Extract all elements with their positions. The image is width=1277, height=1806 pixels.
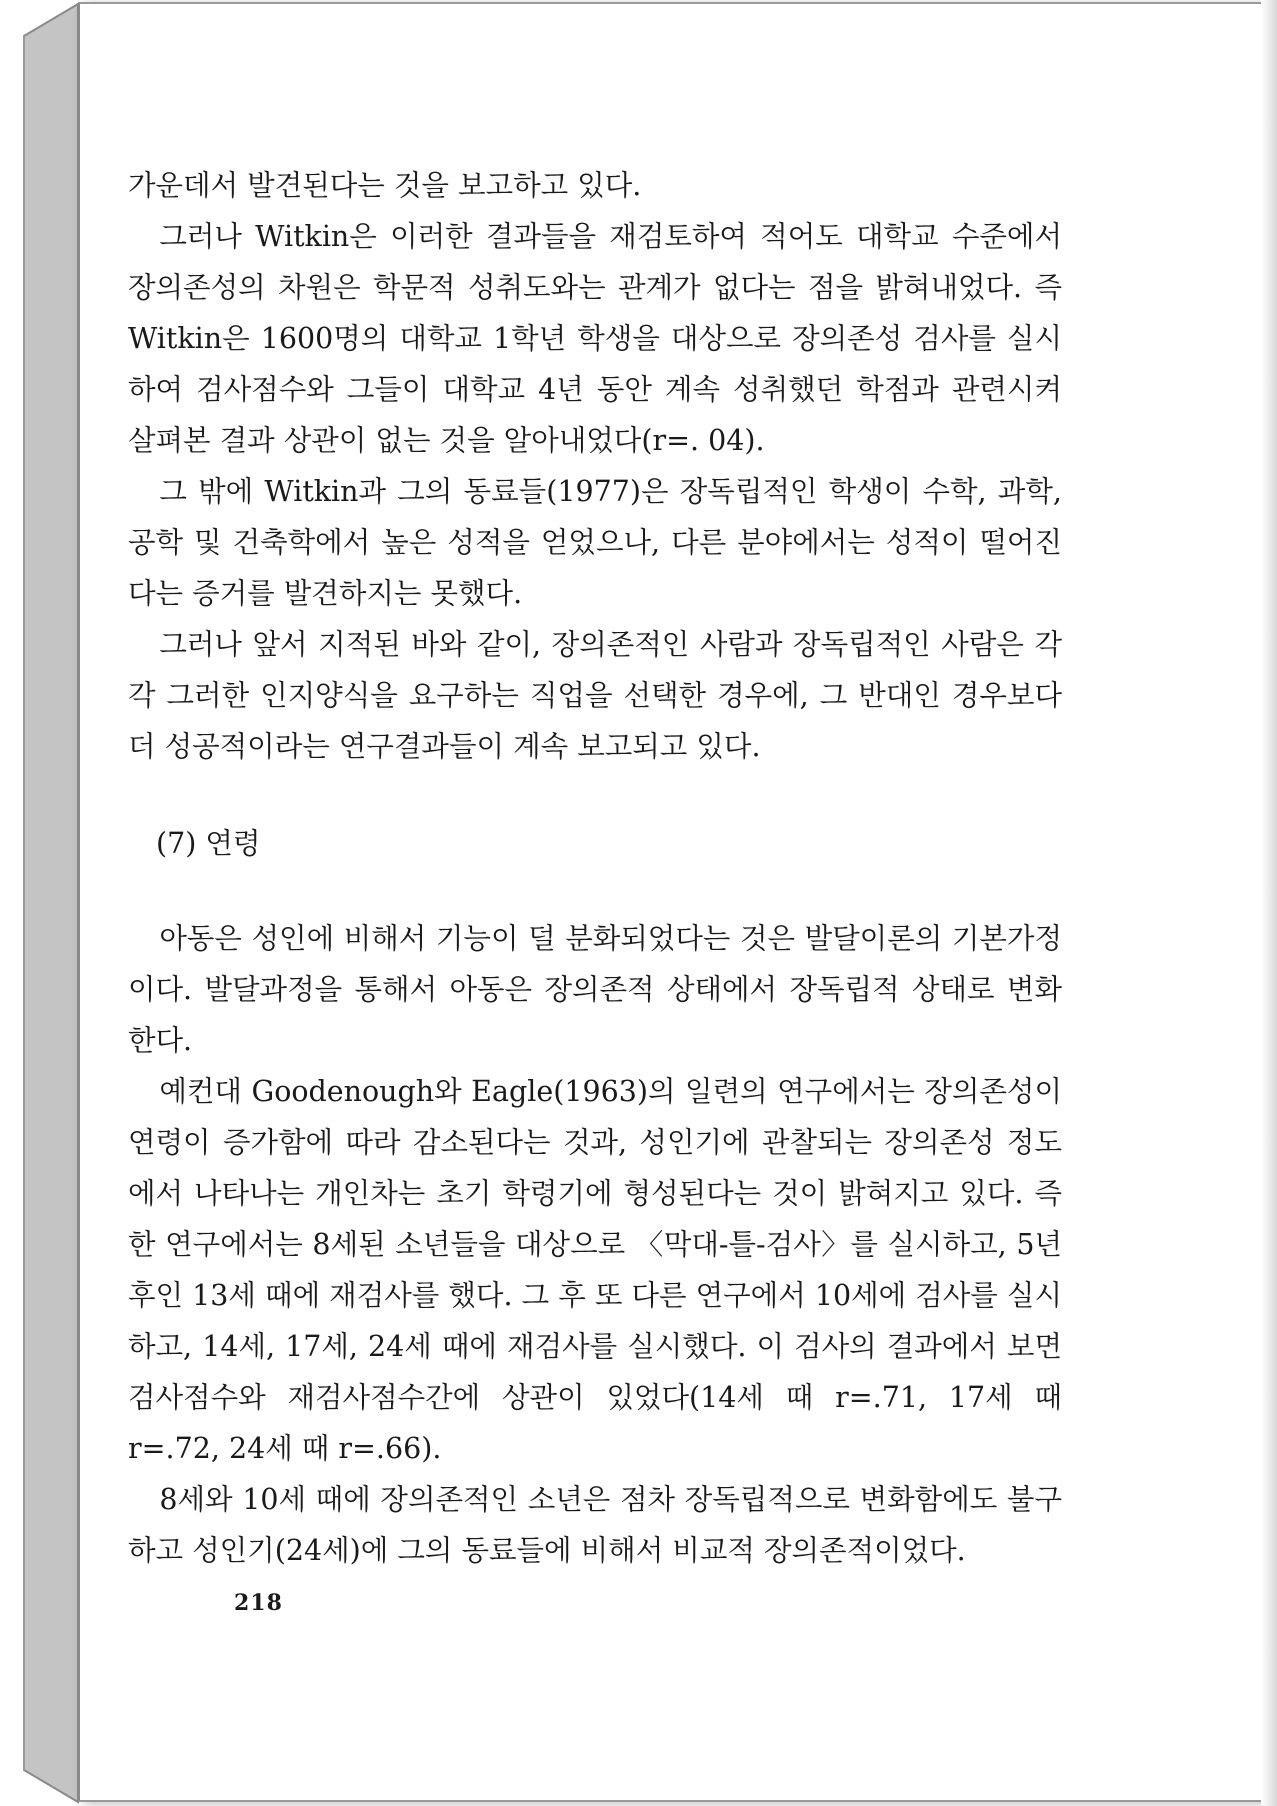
- page-number: 218: [234, 1590, 283, 1616]
- paragraph-occupation: 그러나 앞서 지적된 바와 같이, 장의존적인 사람과 장독립적인 사람은 각각 그러한 인지양식을 요구하는 직업을 선택한 경우에, 그 반대인 경우보다 더 성공적이라는 연구결과들이 계속 보고되고 있다.: [128, 628, 1062, 763]
- book-spine: [0, 0, 80, 1806]
- page-content: [128, 160, 1062, 1576]
- paragraph-witkin-colleagues: 그 밖에 Witkin과 그의 동료들(1977)은 장독립적인 학생이 수학, 과학, 공학 및 건축학에서 높은 성적을 얻었으나, 다른 분야에서는 성적이 떨어진다는 증거를 발견하지는 못했다.: [128, 475, 1062, 610]
- section-heading-age: (7) 연령: [156, 827, 261, 860]
- paragraph-conclusion: 8세와 10세 때에 장의존적인 소년은 점차 장독립적으로 변화함에도 불구하고 성인기(24세)에 그의 동료들에 비해서 비교적 장의존적이었다.: [128, 1483, 1062, 1567]
- page-right-edge: [1261, 0, 1277, 1806]
- paragraph-development: 아동은 성인에 비해서 기능이 덜 분화되었다는 것은 발달이론의 기본가정이다. 발달과정을 통해서 아동은 장의존적 상태에서 장독립적 상태로 변화한다.: [128, 922, 1062, 1057]
- paragraph-continuation: 가운데서 발견된다는 것을 보고하고 있다.: [128, 169, 642, 202]
- paragraph-witkin-achievement: 그러나 Witkin은 이러한 결과들을 재검토하여 적어도 대학교 수준에서 장의존성의 차원은 학문적 성취도와는 관계가 없다는 점을 밝혀내었다. 즉 Witkin은 1600명의 대학교 1학년 학생을 대상으로 장의존성 검사를 실시하여 검사점수와 그들이 대학교 4년 동안 계속 성취했던 학점과 관련시켜 살펴본 결과 상관이 없는 것을 알아내었다(r=. 04).: [128, 220, 1062, 457]
- paragraph-goodenough-eagle: 예컨대 Goodenough와 Eagle(1963)의 일련의 연구에서는 장의존성이 연령이 증가함에 따라 감소된다는 것과, 성인기에 관찰되는 장의존성 정도에서 나타나는 개인차는 초기 학령기에 형성된다는 것이 밝혀지고 있다. 즉 한 연구에서는 8세된 소년들을 대상으로 〈막대-틀-검사〉를 실시하고, 5년 후인 13세 때에 재검사를 했다. 그 후 또 다른 연구에서 10세에 검사를 실시하고, 14세, 17세, 24세 때에 재검사를 실시했다. 이 검사의 결과에서 보면 검사점수와 재검사점수간에 상관이 있었다(14세 때 r=.71, 17세 때 r=.72, 24세 때 r=.66).: [128, 1075, 1062, 1465]
